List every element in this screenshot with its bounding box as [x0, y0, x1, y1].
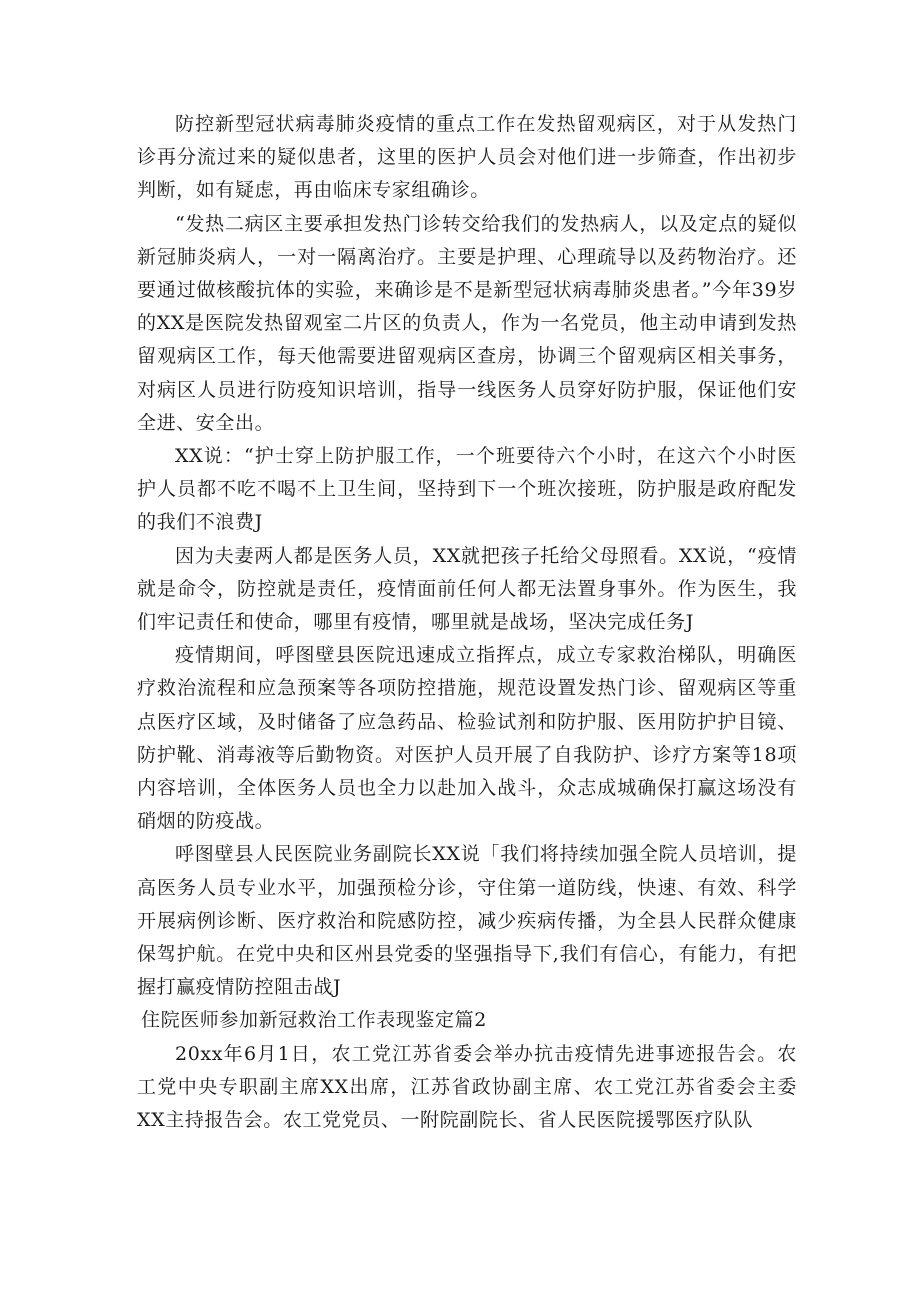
section-heading: 住院医师参加新冠救治工作表现鉴定篇2 [141, 1009, 487, 1032]
paragraph-6: 呼图壁县人民医院业务副院长XX说「我们将持续加强全院人员培训，提高医务人员专业水平，加强预检分诊，守住第一道防线，快速、有效、科学开展病例诊断、医疗救治和院感防控，减少疾病传播，为全县人民群众健康保驾护航。在党中央和区州县党委的坚强指导下,我们有信心，有能力，有把握打赢疫情防控阻击战J [137, 843, 797, 999]
paragraph-3: XX说：“护士穿上防护服工作，一个班要待六个小时，在这六个小时医护人员都不吃不喝不上卫生间，坚持到下一个班次接班，防护服是政府配发的我们不浪费J [137, 445, 797, 534]
paragraph-2: “发热二病区主要承担发热门诊转交给我们的发热病人，以及定点的疑似新冠肺炎病人，一对一隔离治疗。主要是护理、心理疏导以及药物治疗。还要通过做核酸抗体的实验，来确诊是不是新型冠状病毒肺炎患者。”今年39岁的XX是医院发热留观室二片区的负责人，作为一名党员，他主动申请到发热留观病区工作，每天他需要进留观病区查房，协调三个留观病区相关事务，对病区人员进行防疫知识培训，指导一线医务人员穿好防护服，保证他们安全进、安全出。 [137, 212, 797, 434]
paragraph-4: 因为夫妻两人都是医务人员，XX就把孩子托给父母照看。XX说，“疫情就是命令，防控就是责任，疫情面前任何人都无法置身事外。作为医生，我们牢记责任和使命，哪里有疫情，哪里就是战场，坚决完成任务J [137, 544, 797, 634]
paragraph-7: 20xx年6月1日，农工党江苏省委会举办抗击疫情先进事迹报告会。农工党中央专职副主席XX出席，江苏省政协副主席、农工党江苏省委会主委XX主持报告会。农工党党员、一附院副院长、省人民医院援鄂医疗队队 [137, 1042, 797, 1132]
paragraph-5: 疫情期间，呼图壁县医院迅速成立指挥点，成立专家救治梯队，明确医疗救治流程和应急预案等各项防控措施，规范设置发热门诊、留观病区等重点医疗区域，及时储备了应急药品、检验试剂和防护服、医用防护护目镜、防护靴、消毒液等后勤物资。对医护人员开展了自我防护、诊疗方案等18项内容培训，全体医务人员也全力以赴加入战斗，众志成城确保打赢这场没有硝烟的防疫战。 [137, 644, 797, 833]
paragraph-1: 防控新型冠状病毒肺炎疫情的重点工作在发热留观病区，对于从发热门诊再分流过来的疑似患者，这里的医护人员会对他们进一步筛查，作出初步判断，如有疑虑，再由临床专家组确诊。 [137, 113, 797, 202]
document-body [137, 108, 797, 1137]
